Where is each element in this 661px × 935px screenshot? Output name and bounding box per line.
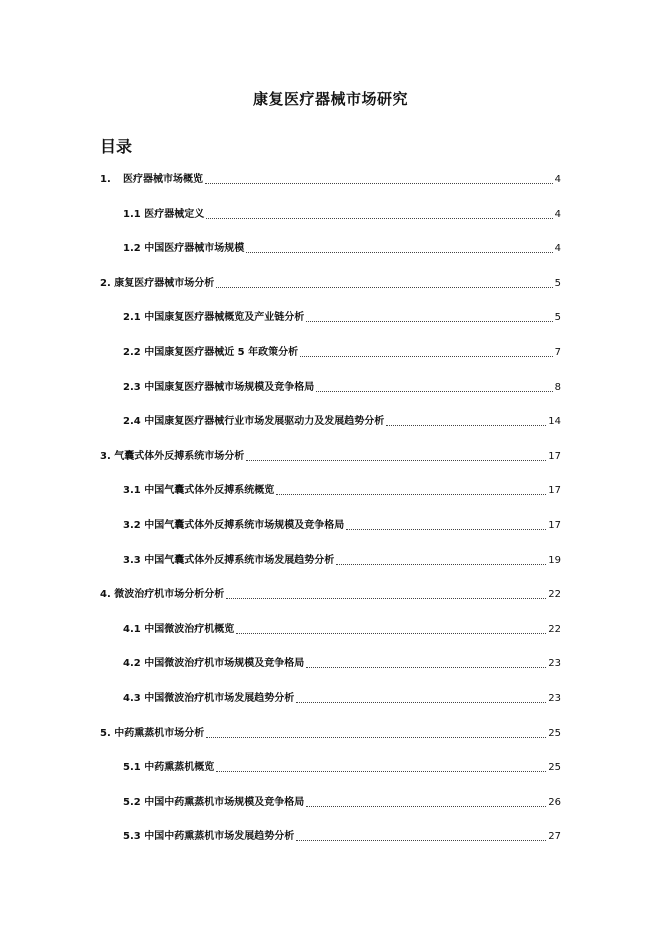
toc-entry-page: 17 xyxy=(548,485,561,496)
toc-entry[interactable] xyxy=(123,762,561,774)
toc-entry[interactable] xyxy=(123,658,561,670)
toc-leader-dots xyxy=(296,701,546,703)
toc-entry-text: 5.1 中药熏蒸机概览 xyxy=(123,762,215,773)
toc-entry[interactable] xyxy=(123,555,561,567)
document-title: 康复医疗器械市场研究 xyxy=(252,90,408,108)
toc-entry[interactable] xyxy=(123,520,561,532)
toc-entry[interactable] xyxy=(123,347,561,359)
toc-leader-dots xyxy=(296,839,546,841)
toc-leader-dots xyxy=(306,666,546,668)
toc-entry-text: 4.2 中国微波治疗机市场规模及竞争格局 xyxy=(123,658,305,669)
toc-entry[interactable] xyxy=(123,243,561,255)
toc-entry-page: 19 xyxy=(548,555,561,566)
toc-entry-page: 22 xyxy=(548,624,561,635)
toc-entry-number: 1. xyxy=(100,174,111,185)
toc-entry-page: 26 xyxy=(548,797,561,808)
toc-entry[interactable] xyxy=(123,797,561,809)
toc-entry-page: 23 xyxy=(548,658,561,669)
toc-entry-text: 4.1 中国微波治疗机概览 xyxy=(123,624,235,635)
toc-entry-text: 3.2 中国气囊式体外反搏系统市场规模及竞争格局 xyxy=(123,520,345,531)
toc-entry-text: 5. 中药熏蒸机市场分析 xyxy=(100,728,205,739)
toc-entry-text: 3.1 中国气囊式体外反搏系统概览 xyxy=(123,485,275,496)
toc-leader-dots xyxy=(306,805,546,807)
toc-entry[interactable] xyxy=(123,485,561,497)
toc-entry-page: 14 xyxy=(548,416,561,427)
toc-entry-text: 5.2 中国中药熏蒸机市场规模及竞争格局 xyxy=(123,797,305,808)
toc-entry-text: 1.2 中国医疗器械市场规模 xyxy=(123,243,245,254)
toc-leader-dots xyxy=(306,320,552,322)
toc-entry-page: 8 xyxy=(554,382,561,393)
toc-leader-dots xyxy=(316,390,552,392)
toc-entry-text: 2.2 中国康复医疗器械近 5 年政策分析 xyxy=(123,347,299,358)
toc-leader-dots xyxy=(216,770,546,772)
toc-entry-page: 25 xyxy=(548,728,561,739)
toc-entry-page: 23 xyxy=(548,693,561,704)
toc-heading: 目录 xyxy=(100,137,133,156)
toc-entry[interactable] xyxy=(100,589,561,601)
toc-entry[interactable] xyxy=(123,382,561,394)
toc-entry[interactable] xyxy=(123,624,561,636)
toc-entry-page: 7 xyxy=(554,347,561,358)
toc-entry-text: 4.3 中国微波治疗机市场发展趋势分析 xyxy=(123,693,295,704)
toc-entry-text: 4. 微波治疗机市场分析分析 xyxy=(100,589,225,600)
toc-leader-dots xyxy=(246,251,552,253)
toc-entry-text: 3.3 中国气囊式体外反搏系统市场发展趋势分析 xyxy=(123,555,335,566)
toc-entry-page: 25 xyxy=(548,762,561,773)
toc-entry-text: 1.1 医疗器械定义 xyxy=(123,209,205,220)
toc-entry-page: 17 xyxy=(548,520,561,531)
toc-leader-dots xyxy=(300,355,553,357)
toc-entry[interactable] xyxy=(100,174,561,186)
toc-leader-dots xyxy=(276,493,546,495)
toc-entry[interactable] xyxy=(100,278,561,290)
toc-entry-page: 4 xyxy=(554,243,561,254)
toc-leader-dots xyxy=(346,528,546,530)
toc-entry[interactable] xyxy=(123,312,561,324)
toc-entry[interactable] xyxy=(123,831,561,843)
toc-entry-page: 17 xyxy=(548,451,561,462)
toc-leader-dots xyxy=(206,736,546,738)
toc-entry-page: 27 xyxy=(548,831,561,842)
toc-entry-text: 2.3 中国康复医疗器械市场规模及竞争格局 xyxy=(123,382,315,393)
toc-entry-text: 2.4 中国康复医疗器械行业市场发展驱动力及发展趋势分析 xyxy=(123,416,385,427)
toc-entry-page: 22 xyxy=(548,589,561,600)
toc-leader-dots xyxy=(336,563,546,565)
toc-leader-dots xyxy=(205,182,553,184)
toc-entry[interactable] xyxy=(123,416,561,428)
toc-entry-page: 4 xyxy=(554,174,561,185)
toc-entry-text: 2. 康复医疗器械市场分析 xyxy=(100,278,215,289)
toc-entry[interactable] xyxy=(123,209,561,221)
toc-entry-text: 医疗器械市场概览 xyxy=(123,174,203,185)
toc-entry-text: 2.1 中国康复医疗器械概览及产业链分析 xyxy=(123,312,305,323)
toc-entry[interactable] xyxy=(100,728,561,740)
toc-leader-dots xyxy=(236,632,546,634)
toc-entry-page: 5 xyxy=(554,278,561,289)
toc-entry-page: 5 xyxy=(554,312,561,323)
toc-entry-page: 4 xyxy=(554,209,561,220)
toc-leader-dots xyxy=(246,459,546,461)
toc-entry[interactable] xyxy=(100,451,561,463)
toc-leader-dots xyxy=(206,217,552,219)
toc-entry-text: 5.3 中国中药熏蒸机市场发展趋势分析 xyxy=(123,831,295,842)
toc-entry-text: 3. 气囊式体外反搏系统市场分析 xyxy=(100,451,245,462)
toc-leader-dots xyxy=(216,286,552,288)
toc-leader-dots xyxy=(226,597,546,599)
toc-leader-dots xyxy=(386,424,546,426)
toc-entry[interactable] xyxy=(123,693,561,705)
